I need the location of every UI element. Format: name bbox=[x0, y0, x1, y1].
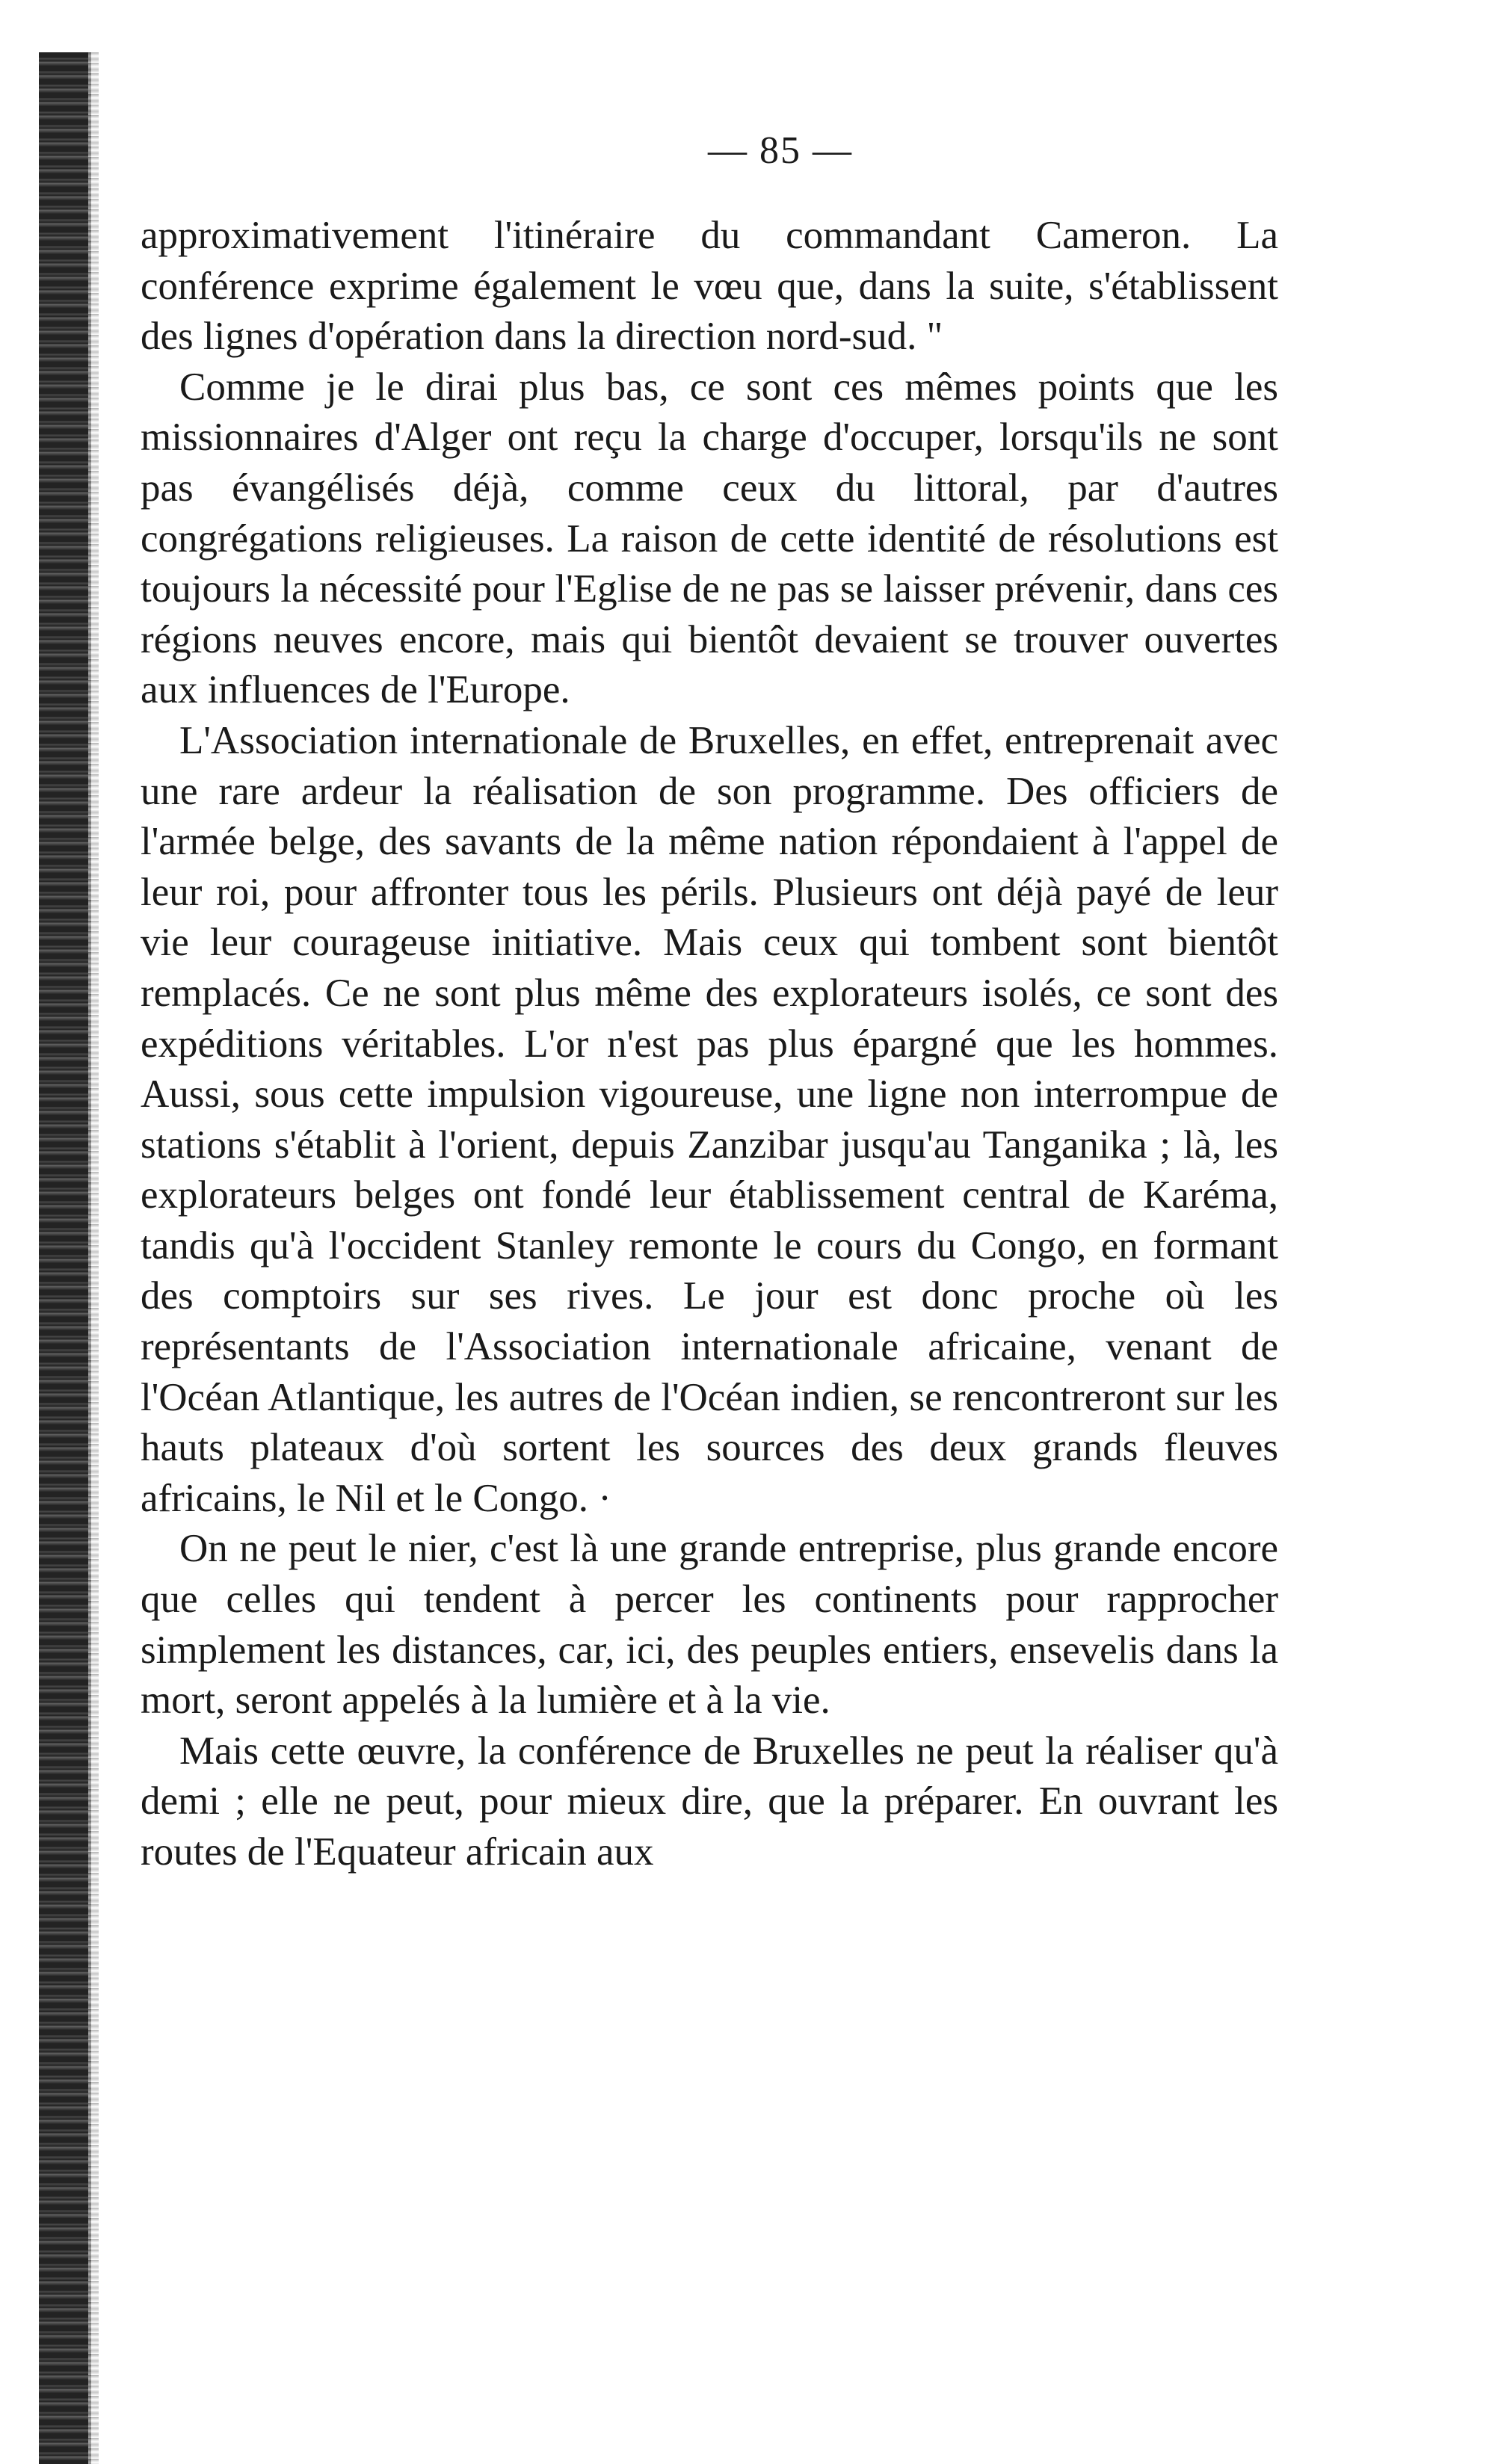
page-number: — 85 — bbox=[708, 129, 853, 172]
paragraph: On ne peut le nier, c'est là une grande entreprise, plus grande encore que celles qui tendent à percer les continents pour rapprocher simplement les distances, car, ici, des peuples entiers, ensevelis dans la mort, seront appelés à la lumière et à la vie. bbox=[141, 1527, 1278, 1723]
paragraph: Mais cette œuvre, la conférence de Bruxelles ne peut la réaliser qu'à demi ; elle ne peut, pour mieux dire, que la préparer. En ouvrant les routes de l'Equateur africain aux bbox=[141, 1729, 1278, 1874]
page-body bbox=[141, 211, 1278, 1878]
paragraph: Comme je le dirai plus bas, ce sont ces mêmes points que les missionnaires d'Alger ont reçu la charge d'occuper, lorsqu'ils ne sont pas évangélisés déjà, comme ceux du littoral, par d'autres congrégations religieuses. La raison de cette identité de résolutions est toujours la nécessité pour l'Eglise de ne pas se laisser prévenir, dans ces régions neuves encore, mais qui bientôt devaient se trouver ouvertes aux influences de l'Europe. bbox=[141, 365, 1278, 712]
paragraph: L'Association internationale de Bruxelles, en effet, entreprenait avec une rare ardeur la réalisation de son programme. Des officiers de l'armée belge, des savants de la même nation répondaient à l'appel de leur roi, pour affronter tous les périls. Plusieurs ont déjà payé de leur vie leur courageuse initiative. Mais ceux qui tombent sont bientôt remplacés. Ce ne sont plus même des explorateurs isolés, ce sont des expéditions véritables. L'or n'est pas plus épargné que les hommes. Aussi, sous cette impulsion vigoureuse, une ligne non interrompue de stations s'établit à l'orient, depuis Zanzibar jusqu'au Tanganika ; là, les explorateurs belges ont fondé leur établissement central de Karéma, tandis qu'à l'occident Stanley remonte le cours du Congo, en formant des comptoirs sur ses rives. Le jour est donc proche où les représentants de l'Association internationale africaine, venant de l'Océan Atlantique, les autres de l'Océan indien, se rencontreront sur les hauts plateaux d'où sortent les sources des deux grands fleuves africains, le Nil et le Congo. · bbox=[141, 718, 1278, 1520]
paragraph-continuation: approximativement l'itinéraire du commandant Cameron. La conférence exprime également le vœu que, dans la suite, s'établissent des lignes d'opération dans la direction nord-sud. " bbox=[141, 214, 1278, 359]
scan-binding-edge bbox=[39, 52, 91, 2464]
